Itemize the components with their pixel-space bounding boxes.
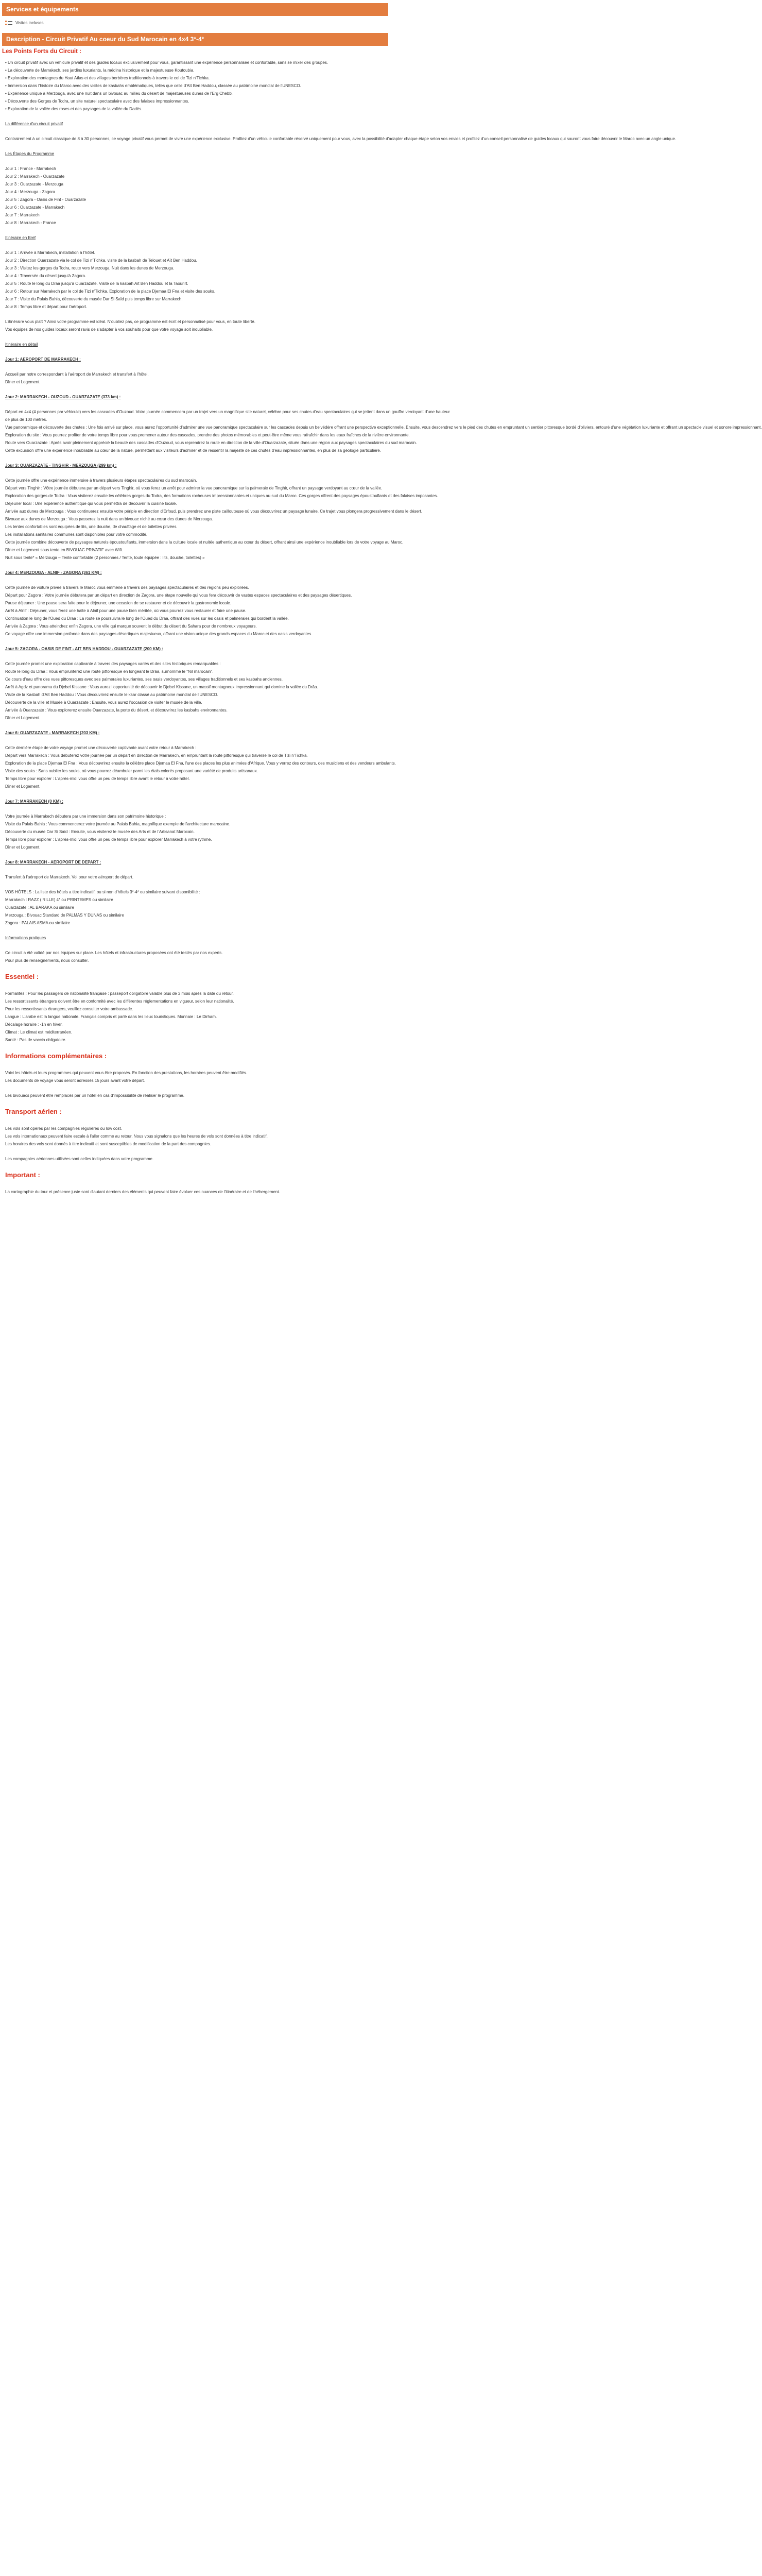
spacer bbox=[2, 562, 388, 569]
text-line: Jour 7 : Marrakech bbox=[5, 213, 40, 217]
text-line: Visite de la Kasbah d'Aït Ben Haddou : Vous découvrirez ensuite le ksar classé au patrimoine mondial de l'UNESCO. bbox=[5, 692, 218, 697]
text-line: Les tentes confortables sont équipées de lits, une douche, de chauffage et de toilettes privées. bbox=[5, 524, 178, 529]
text-line: • Un circuit privatif avec un véhicule privatif et des guides locaux exclusivement pour vous, garantissant une expérience personnalisée et confortable, sans se mixer des groupes. bbox=[5, 60, 328, 65]
text-line: Jour 6 : Retour sur Marrakech par le col de Tizi n'Tichka. Exploration de la place Djemaa El Fna et visite des souks. bbox=[5, 289, 216, 294]
description-header: Description - Circuit Privatif Au coeur du Sud Marocain en 4x4 3*-4* bbox=[2, 33, 388, 46]
text-line: Jour 6 : Ouarzazate - Marrakech bbox=[5, 205, 65, 210]
text-line: Arrivée à Zagora : Vous atteindrez enfin Zagora, une ville qui marque souvent le début du désert du Sahara pour de nombreux voyageurs. bbox=[5, 624, 257, 629]
spacer bbox=[2, 851, 388, 858]
text-line: Jour 5 : Route le long du Draa jusqu'à Ouarzazate. Visite de la kasbah Aït Ben Haddou et la Taourirt. bbox=[5, 281, 188, 286]
text-line: Continuation le long de l'Oued du Draa : La route se poursuivra le long de l'Oued du Draa, offrant des vues sur les oasis et palmeraies qui bordent la vallée. bbox=[5, 616, 289, 621]
text-line: VOS HÔTELS : La liste des hôtels a titre indicatif, ou si non d'hôtels 3*-4* ou similaire suivant disponibilité : bbox=[5, 890, 200, 894]
text-line: Cette journée promet une exploration captivante à travers des paysages variés et des sites historiques remarquables : bbox=[5, 662, 221, 666]
text-line: Transfert à l'aéroport de Marrakech. Vol pour votre aéroport de départ. bbox=[5, 875, 133, 879]
text-line: Itinéraire en détail bbox=[5, 342, 38, 347]
text-line: Cette dernière étape de votre voyage promet une découverte captivante avant votre retour à Marrakech : bbox=[5, 745, 197, 750]
services-header: Services et équipements bbox=[2, 3, 388, 16]
text-line: Pour plus de renseignements, nous consulter. bbox=[5, 958, 89, 963]
text-line: Jour 7: MARRAKECH (0 KM) : bbox=[5, 799, 63, 804]
text-line: Jour 7 : Visite du Palais Bahia, découverte du musée Dar Si Saïd puis temps libre sur Marrakech. bbox=[5, 297, 183, 301]
text-line: Transport aérien : bbox=[5, 1108, 62, 1115]
text-line: Dîner et Logement. bbox=[5, 845, 41, 850]
text-line: Jour 8: MARRAKECH - AEROPORT DE DEPART : bbox=[5, 860, 101, 865]
spacer bbox=[2, 386, 388, 393]
spacer bbox=[2, 722, 388, 729]
spacer bbox=[2, 469, 388, 477]
text-line: Itinéraire en Bref bbox=[5, 235, 36, 240]
text-line: Jour 3 : Visitez les gorges du Todra, route vers Merzouga. Nuit dans les dunes de Merzouga. bbox=[5, 266, 175, 270]
text-line: Ouarzazate : AL BARAKA ou similaire bbox=[5, 905, 74, 910]
visited-row[interactable] bbox=[2, 16, 388, 30]
text-line: Vue panoramique et découverte des chutes : Une fois arrivé sur place, vous aurez l'opportunité d'admirer une vue panoramique spectaculaire sur les cascades depuis un belvédère offrant une perspective exceptionnelle. Ensuite, vous descendrez vers le pied des chutes en empruntant un sentier pittoresque bordé d'oliviers, entouré d'une végétation luxuriante et offrant un spectacle visuel et sonore impressionnant. bbox=[5, 425, 762, 430]
text-line: Ce cours d'eau offre des vues pittoresques avec ses palmeraies luxuriantes, ses oasis verdoyantes, ses villages traditionnels et ses kasbahs anciennes. bbox=[5, 677, 283, 682]
text-line: L'itinéraire vous plaît ? Ainsi votre programme est idéal. N'oubliez pas, ce programme est écrit et personnalisé pour vous, en toute liberté. bbox=[5, 319, 255, 324]
text-line: Dîner et Logement. bbox=[5, 380, 41, 384]
text-line: Jour 4: MERZOUGA - ALNIF - ZAGORA (361 KM) : bbox=[5, 570, 102, 575]
spacer bbox=[2, 866, 388, 873]
text-line: Jour 5 : Zagora - Oasis de Fint - Ouarzazate bbox=[5, 197, 86, 202]
text-line: Jour 5: ZAGORA - OASIS DE FINT - AIT BEN HADDOU - OUARZAZATE (200 KM) : bbox=[5, 647, 163, 651]
text-line: Langue : L'arabe est la langue nationale. Français compris et parlé dans les lieux touristiques. Monnaie : Le Dirham. bbox=[5, 1014, 217, 1019]
spacer bbox=[2, 348, 388, 355]
text-line: Les vols internationaux peuvent faire escale à l'aller comme au retour. Nous vous signalons que les heures de vols sont données à titre indicatif. bbox=[5, 1134, 268, 1139]
text-line: Les Étapes du Programme bbox=[5, 151, 55, 156]
text-line: Temps libre pour explorer : L'après-midi vous offre un peu de temps libre avant le retour à votre hôtel. bbox=[5, 776, 190, 781]
spacer bbox=[2, 128, 388, 135]
text-line: • Immersion dans l'histoire du Maroc avec des visites de kasbahs emblématiques, telles que celle d'Aït Ben Haddou, classée au patrimoine mondial de l'UNESCO. bbox=[5, 83, 301, 88]
text-line: Pause déjeuner : Une pause sera faite pour le déjeuner, une occasion de se restaurer et de découvrir la gastronomie locale. bbox=[5, 601, 231, 605]
text-line: Climat : Le climat est méditerranéen. bbox=[5, 1030, 73, 1035]
spacer bbox=[2, 1099, 388, 1107]
text-line: Cette journée de voiture privée à travers le Maroc vous emmène à travers des paysages spectaculaires et des régions peu explorées. bbox=[5, 585, 249, 590]
spacer bbox=[2, 638, 388, 645]
checklist-icon bbox=[5, 20, 12, 26]
spacer bbox=[2, 158, 388, 165]
text-line: Les compagnies aériennes utilisées sont celles indiquées dans votre programme. bbox=[5, 1157, 154, 1161]
text-line: Votre journée à Marrakech débutera par une immersion dans son patrimoine historique : bbox=[5, 814, 166, 819]
text-line: Jour 2 : Direction Ouarzazate via le col de Tizi n'Tichka, visite de la kasbah de Telouet et Aït Ben Haddou. bbox=[5, 258, 197, 263]
text-line: Déjeuner local : Une expérience authentique qui vous permettra de découvrir la cuisine locale. bbox=[5, 501, 177, 506]
spacer bbox=[2, 964, 388, 972]
text-line: Les documents de voyage vous seront adressés 15 jours avant votre départ. bbox=[5, 1078, 145, 1083]
text-line: Cette journée combine découverte de paysages naturels époustouflants, immersion dans la culture locale et nuitée authentique au cœur du désert, offrant ainsi une expérience inoubliable lors de votre voyage au Maroc. bbox=[5, 540, 404, 545]
visited-label: Visites incluses bbox=[15, 21, 44, 25]
text-line: Accueil par notre correspondant à l'aéroport de Marrakech et transfert à l'hôtel. bbox=[5, 372, 149, 377]
text-line: • Expérience unique à Merzouga, avec une nuit dans un bivouac au milieu du désert de majestueuses dunes de l'Erg Chebbi. bbox=[5, 91, 234, 96]
text-line: Temps libre pour explorer : L'après-midi vous offre un peu de temps libre pour explorer Marrakech à votre rythme. bbox=[5, 837, 212, 842]
spacer bbox=[2, 1062, 388, 1069]
text-line: Arrivée à Ouarzazate : Vous explorerez ensuite Ouarzazate, la porte du désert, et découvrirez les kasbahs environnantes. bbox=[5, 708, 228, 713]
text-line: Bivouac aux dunes de Merzouga : Vous passerez la nuit dans un bivouac niché au cœur des dunes de Merzouga. bbox=[5, 517, 213, 521]
text-line: Merzouga : Bivouac Standard de PALMAS Y DUNAS ou similaire bbox=[5, 913, 124, 918]
text-line: Informations pratiques bbox=[5, 936, 46, 940]
spacer bbox=[2, 311, 388, 318]
text-line: Les installations sanitaires communes sont disponibles pour votre commodité. bbox=[5, 532, 148, 537]
text-line: • Découverte des Gorges de Todra, un site naturel spectaculaire avec des falaises impressionnantes. bbox=[5, 99, 189, 104]
spacer bbox=[2, 1163, 388, 1170]
text-line: Formalités : Pour les passagers de nationalité française : passeport obligatoire valable plus de 3 mois après la date du retour. bbox=[5, 991, 234, 996]
spacer bbox=[2, 942, 388, 949]
spacer bbox=[2, 227, 388, 234]
text-line: Ce voyage offre une immersion profonde dans des paysages désertiques majestueux, offrant une vision unique des grands espaces du Maroc et des oasis verdoyantes. bbox=[5, 632, 313, 636]
text-line: Jour 3 : Ouarzazate - Merzouga bbox=[5, 182, 63, 187]
text-line: Exploration du site : Vous pourrez profiter de votre temps libre pour vous promener autour des cascades, prendre des photos mémorables et peut-être même vous rafraîchir dans les eaux fraîches de la rivière environnante. bbox=[5, 433, 410, 437]
text-line: Dîner et Logement sous tente en BIVOUAC PRIVATIF avec Wifi. bbox=[5, 548, 123, 552]
text-line: Décalage horaire : -1h en hiver. bbox=[5, 1022, 63, 1027]
text-line: Nuit sous tente* « Merzouga – Tente confortable (2 personnes / Tente, toute équipée : lits, douche, toilettes) » bbox=[5, 555, 205, 560]
text-line: Cette journée offre une expérience immersive à travers plusieurs étapes spectaculaires du sud marocain. bbox=[5, 478, 197, 483]
text-line: Exploration de la place Djemaa El Fna : Vous découvrirez ensuite la célèbre place Djemaa El Fna, l'une des places les plus animées d'Afrique. Vous y verrez des conteurs, des musiciens et des vendeurs ambulants. bbox=[5, 761, 396, 766]
spacer bbox=[2, 927, 388, 934]
spacer bbox=[2, 1148, 388, 1155]
text-line: Zagora : PALAIS ASMA ou similaire bbox=[5, 921, 71, 925]
spacer bbox=[2, 1117, 388, 1125]
spacer bbox=[2, 653, 388, 660]
text-line: Informations complémentaires : bbox=[5, 1052, 107, 1060]
text-line: Découverte de la ville et Musée à Ouarzazate : Ensuite, vous aurez l'occasion de visiter le musée de la ville. bbox=[5, 700, 202, 705]
spacer bbox=[2, 881, 388, 888]
text-line: Jour 6: OUARZAZATE - MARRAKECH (203 KM) : bbox=[5, 731, 100, 735]
spacer bbox=[2, 805, 388, 812]
text-line: Jour 4 : Merzouga - Zagora bbox=[5, 190, 55, 194]
text-line: Essentiel : bbox=[5, 973, 39, 980]
spacer bbox=[2, 113, 388, 120]
text-line: Dîner et Logement. bbox=[5, 716, 41, 720]
spacer bbox=[2, 737, 388, 744]
spacer bbox=[2, 242, 388, 249]
text-line: Visite du Palais Bahia : Vous commencerez votre journée au Palais Bahia, magnifique exemple de l'architecture marocaine. bbox=[5, 822, 231, 826]
text-line: de plus de 100 mètres. bbox=[5, 417, 47, 422]
text-line: Jour 2 : Marrakech - Ouarzazate bbox=[5, 174, 65, 179]
text-line: Exploration des gorges de Todra : Vous visiterez ensuite les célèbres gorges du Todra, des formations rocheuses impressionnantes et uniques au sud du Maroc. Ces gorges offrent des paysages époustouflants et des falaises imposantes. bbox=[5, 494, 438, 498]
spacer bbox=[2, 401, 388, 408]
text-line: Contrairement à un circuit classique de 8 à 30 personnes, ce voyage privatif vous permet de vivre une expérience exclusive. Profitez d'un véhicule confortable réservé uniquement pour vous, avec la possibilité d'adapter chaque étape selon vos envies et profitez d'un conseil personnalisé de guides locaux qui sauront vous faire découvrir le Maroc avec un angle unique. bbox=[5, 137, 677, 141]
text-line: Jour 1 : Arrivée à Marrakech, installation à l'hôtel. bbox=[5, 250, 95, 255]
spacer bbox=[2, 333, 388, 341]
text-line: Route le long du Drâa : Vous emprunterez une route pittoresque en longeant le Drâa, surnommé le "Nil marocain". bbox=[5, 669, 214, 674]
text-line: Marrakech : RAZZ ( RILLE) 4* ou PRINTEMPS ou similaire bbox=[5, 897, 113, 902]
text-line: Départ vers Marrakech : Vous débuterez votre journée par un départ en direction de Marrakech, en empruntant la route pittoresque qui traverse le col de Tizi n'Tichka. bbox=[5, 753, 308, 758]
text-line: Dîner et Logement. bbox=[5, 784, 41, 789]
spacer bbox=[2, 454, 388, 462]
text-line: Découverte du musée Dar Si Saïd : Ensuite, vous visiterez le musée des Arts et de l'Artisanat Marocain. bbox=[5, 829, 195, 834]
text-line: Jour 1 : France - Marrakech bbox=[5, 166, 56, 171]
spacer bbox=[2, 790, 388, 798]
description-body bbox=[2, 57, 762, 1196]
text-line: Arrêt à Alnif : Déjeuner, vous ferez une halte à Alnif pour une pause bien méritée, où vous pourrez vous restaurer et faire une pause. bbox=[5, 608, 247, 613]
text-line: Jour 8 : Marrakech - France bbox=[5, 221, 56, 225]
text-line: Jour 4 : Traversée du désert jusqu'à Zagora. bbox=[5, 274, 86, 278]
text-line: Arrivée aux dunes de Merzouga : Vous continuerez ensuite votre périple en direction d'Erfoud, puis prendrez une piste caillouteuse où vous découvrirez un paysage lunaire. Ce trajet vous plongera progressivement dans le désert. bbox=[5, 509, 423, 514]
text-line: Les bivouacs peuvent être remplacés par un hôtel en cas d'impossibilité de réaliser le programme. bbox=[5, 1093, 184, 1098]
text-line: Jour 8 : Temps libre et départ pour l'aéroport. bbox=[5, 304, 88, 309]
text-line: Pour les ressortissants étrangers, veuillez consulter votre ambassade. bbox=[5, 1007, 133, 1011]
text-line: La cartographie du tour et présence juste sont d'autant derniers des éléments qui peuvent faire évoluer ces nuances de l'itinéraire et de l'hébergement. bbox=[5, 1190, 280, 1194]
spacer bbox=[2, 363, 388, 370]
text-line: Départ pour Zagora : Votre journée débutera par un départ en direction de Zagora, une étape nouvelle qui vous fera découvrir de vastes espaces spectaculaires et des paysages désertiques. bbox=[5, 593, 352, 598]
text-line: Départ vers Tinghir : Vôtre journée débutera par un départ vers Tinghir, où vous ferez un arrêt pour admirer la vue panoramique sur la palmeraie de Tinghir, offrant un paysage verdoyant au cœur de la vallée. bbox=[5, 486, 383, 490]
text-line: Les horaires des vols sont donnés à titre indicatif et sont susceptibles de modification de la part des compagnies. bbox=[5, 1142, 211, 1146]
text-line: Important : bbox=[5, 1171, 40, 1179]
text-line: Jour 3: OUARZAZATE - TINGHIR - MERZOUGA (299 km) : bbox=[5, 463, 117, 468]
page-title: Les Points Forts du Circuit : bbox=[2, 48, 81, 55]
text-line: Cette excursion offre une expérience inoubliable au cœur de la nature, permettant aux visiteurs d'admirer et de ressentir la majesté de ces chutes d'eau impressionnantes, en plus de sa géologie particulière. bbox=[5, 448, 381, 453]
text-line: Jour 2: MARRAKECH - OUZOUD - OUARZAZATE (373 km) : bbox=[5, 395, 121, 399]
spacer bbox=[2, 143, 388, 150]
text-line: • La découverte de Marrakech, ses jardins luxuriants, la médina historique et la majestueuse Koutoubia. bbox=[5, 68, 195, 73]
text-line: • Exploration des montagnes du Haut Atlas et des villages berbères traditionnels à travers le col de Tizi n'Tichka. bbox=[5, 76, 210, 80]
spacer bbox=[2, 1181, 388, 1188]
text-line: Route vers Ouarzazate : Après avoir pleinement apprécié la beauté des cascades d'Ouzoud, vous reprendrez la route en direction de la ville d'Ouarzazate, située dans une région aux paysages spectaculaires du sud marocain. bbox=[5, 440, 417, 445]
text-line: • Exploration de la vallée des roses et des paysages de la vallée du Dadès. bbox=[5, 107, 143, 111]
text-line: Les vols sont opérés par les compagnies régulières ou low cost. bbox=[5, 1126, 122, 1131]
text-line: Jour 1: AEROPORT DE MARRAKECH : bbox=[5, 357, 81, 362]
text-line: Santé : Pas de vaccin obligatoire. bbox=[5, 1038, 66, 1042]
spacer bbox=[2, 1084, 388, 1092]
text-line: Arrêt à Agdz et panorama du Djebel Kissane : Vous aurez l'opportunité de découvrir le Djebel Kissane, un massif montagneux impressionnant qui domine la vallée du Drâa. bbox=[5, 685, 318, 689]
text-line: Visite des souks : Sans oublier les souks, où vous pourrez déambuler parmi les étals colorés proposant une variété de produits artisanaux. bbox=[5, 769, 258, 773]
text-line: Les ressortissants étrangers doivent être en conformité avec les différentes réglementations en vigueur, selon leur nationalité. bbox=[5, 999, 234, 1004]
text-line: Départ en 4x4 (4 personnes par véhicule) vers les cascades d'Ouzoud. Votre journée commencera par un trajet vers un magnifique site naturel, célèbre pour ses chutes d'eau spectaculaires qui se jettent dans un gouffre verdoyant d'une hauteur bbox=[5, 410, 450, 414]
text-line: Ce circuit a été validé par nos équipes sur place. Les hôtels et infrastructures proposées ont été testés par nos experts. bbox=[5, 951, 223, 955]
text-line: Vos équipes de nos guides locaux seront ravis de s'adapter à vos souhaits pour que votre voyage soit inoubliable. bbox=[5, 327, 213, 332]
spacer bbox=[2, 1044, 388, 1051]
spacer bbox=[2, 577, 388, 584]
spacer bbox=[2, 982, 388, 990]
text-line: Voici les hôtels et leurs programmes qui peuvent vous être proposés. En fonction des prestations, les horaires peuvent être modifiés. bbox=[5, 1071, 248, 1075]
text-line: La différence d'un circuit privatif bbox=[5, 122, 63, 126]
